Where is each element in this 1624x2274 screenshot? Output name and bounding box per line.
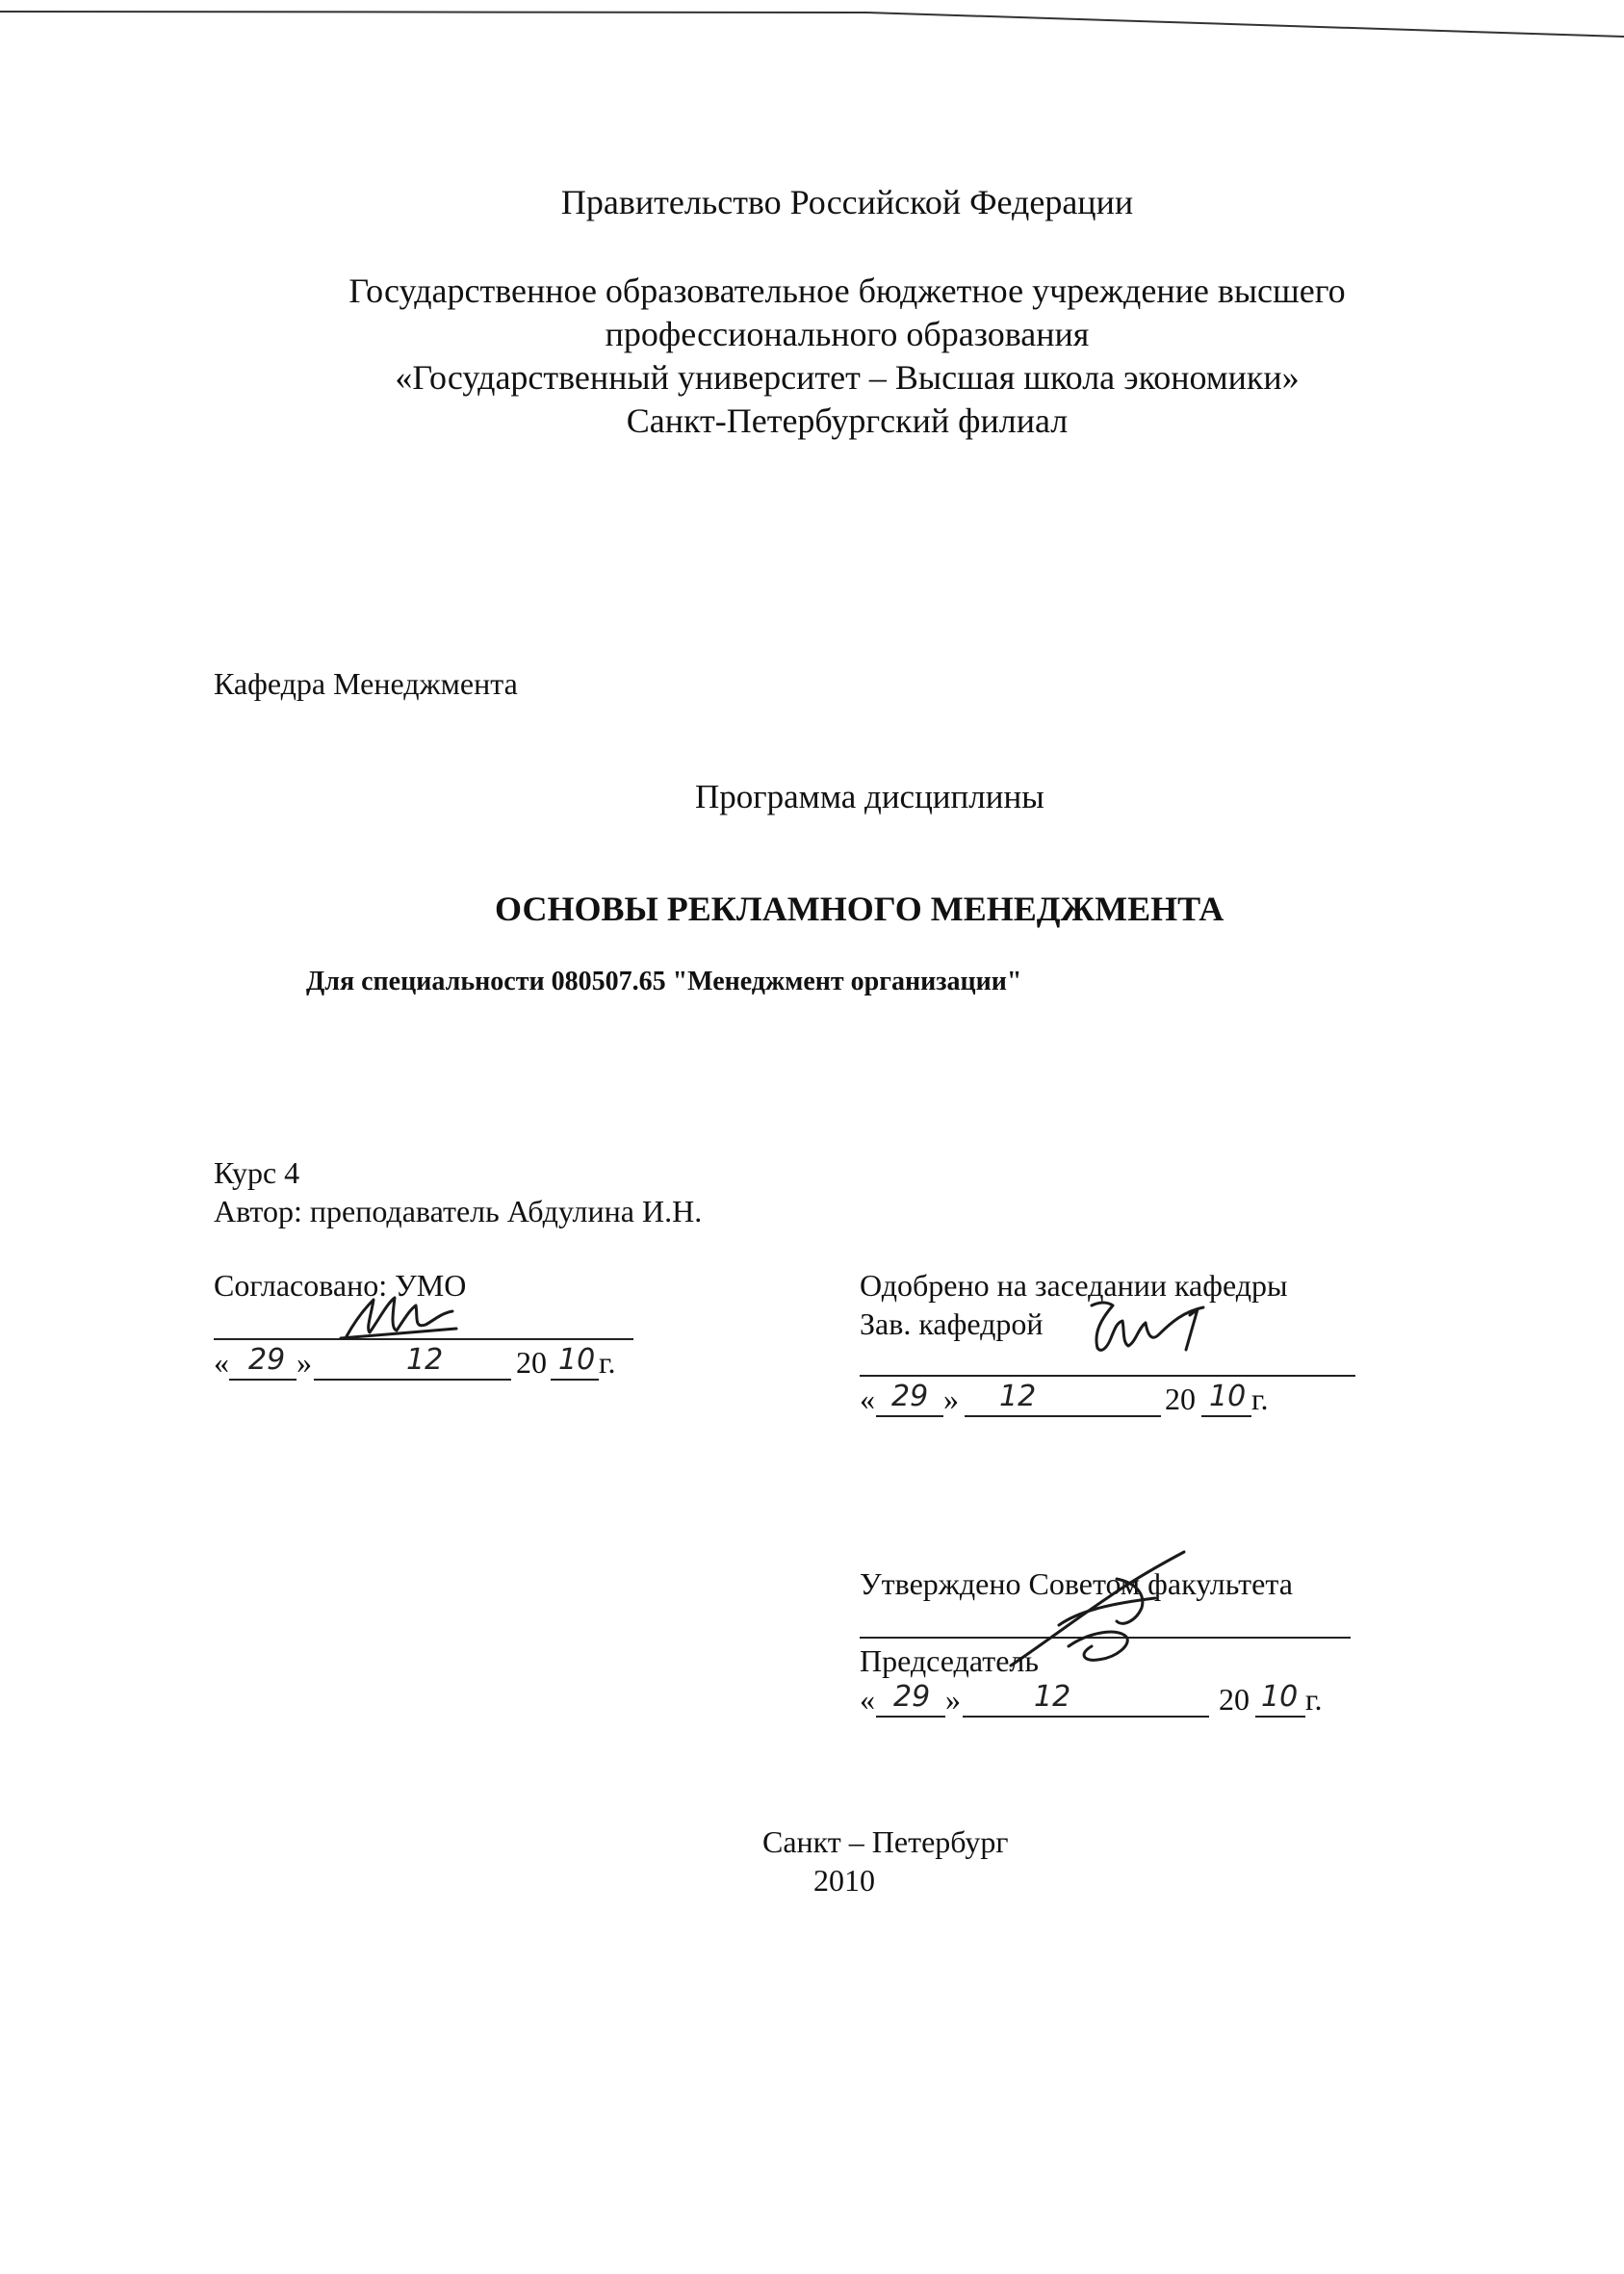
faculty-year-fill bbox=[1255, 1716, 1305, 1718]
agreed-label: Согласовано: УМО bbox=[214, 1268, 467, 1303]
course-number: Курс 4 bbox=[214, 1155, 300, 1190]
faculty-chair-label: Председатель bbox=[860, 1643, 1039, 1678]
department-open-quote: « bbox=[860, 1382, 875, 1416]
department-year-suffix: 10 bbox=[1209, 1380, 1247, 1413]
institution-line-2: профессионального образования bbox=[605, 315, 1090, 353]
agreed-day-fill bbox=[229, 1379, 296, 1381]
institution-line-3: «Государственный университет – Высшая школа экономики» bbox=[395, 358, 1300, 397]
department-label: Кафедра Менеджмента bbox=[214, 666, 518, 701]
agreed-close-quote: » bbox=[296, 1345, 312, 1380]
agreed-year-suffix: 10 bbox=[558, 1343, 596, 1377]
scan-edge-line bbox=[0, 0, 1624, 58]
faculty-open-quote: « bbox=[860, 1682, 875, 1717]
agreed-signature bbox=[337, 1290, 462, 1348]
government-title: Правительство Российской Федерации bbox=[560, 183, 1134, 221]
agreed-day: 29 bbox=[248, 1343, 286, 1377]
department-day-fill bbox=[876, 1415, 943, 1417]
department-signature-line bbox=[860, 1375, 1355, 1377]
agreed-year-unit: г. bbox=[599, 1345, 616, 1380]
department-day: 29 bbox=[891, 1380, 929, 1413]
faculty-day-fill bbox=[876, 1716, 945, 1718]
footer-year: 2010 bbox=[813, 1863, 875, 1898]
agreed-month: 12 bbox=[406, 1343, 444, 1377]
author-line: Автор: преподаватель Абдулина И.Н. bbox=[214, 1194, 703, 1228]
faculty-month: 12 bbox=[1034, 1680, 1071, 1714]
department-year-prefix: 20 bbox=[1165, 1382, 1196, 1416]
footer-city: Санкт – Петербург bbox=[762, 1824, 1009, 1859]
department-year-fill bbox=[1201, 1415, 1251, 1417]
department-head-signature bbox=[1078, 1290, 1232, 1367]
faculty-year-unit: г. bbox=[1305, 1682, 1323, 1717]
department-month-fill bbox=[965, 1415, 1161, 1417]
agreed-month-fill bbox=[314, 1379, 511, 1381]
institution-name bbox=[0, 270, 1624, 443]
faculty-approval-label: Утверждено Советом факультета bbox=[860, 1566, 1293, 1601]
agreed-year-fill bbox=[551, 1379, 599, 1381]
faculty-year-suffix: 10 bbox=[1261, 1680, 1299, 1714]
department-close-quote: » bbox=[943, 1382, 959, 1416]
program-label: Программа дисциплины bbox=[695, 778, 1044, 815]
faculty-day: 29 bbox=[893, 1680, 931, 1714]
agreed-year-prefix: 20 bbox=[516, 1345, 547, 1380]
course-title: ОСНОВЫ РЕКЛАМНОГО МЕНЕДЖМЕНТА bbox=[495, 890, 1224, 928]
department-head-label: Зав. кафедрой bbox=[860, 1306, 1044, 1341]
department-approval-label: Одобрено на заседании кафедры bbox=[860, 1268, 1288, 1303]
faculty-year-prefix: 20 bbox=[1219, 1682, 1250, 1717]
department-year-unit: г. bbox=[1251, 1382, 1269, 1416]
specialty-line: Для специальности 080507.65 "Менеджмент организации" bbox=[306, 967, 1022, 996]
faculty-month-fill bbox=[963, 1716, 1209, 1718]
department-month: 12 bbox=[999, 1380, 1037, 1413]
agreed-open-quote: « bbox=[214, 1345, 229, 1380]
institution-line-1: Государственное образовательное бюджетное учреждение высшего bbox=[348, 271, 1346, 310]
faculty-close-quote: » bbox=[945, 1682, 961, 1717]
institution-line-4: Санкт-Петербургский филиал bbox=[626, 401, 1069, 440]
